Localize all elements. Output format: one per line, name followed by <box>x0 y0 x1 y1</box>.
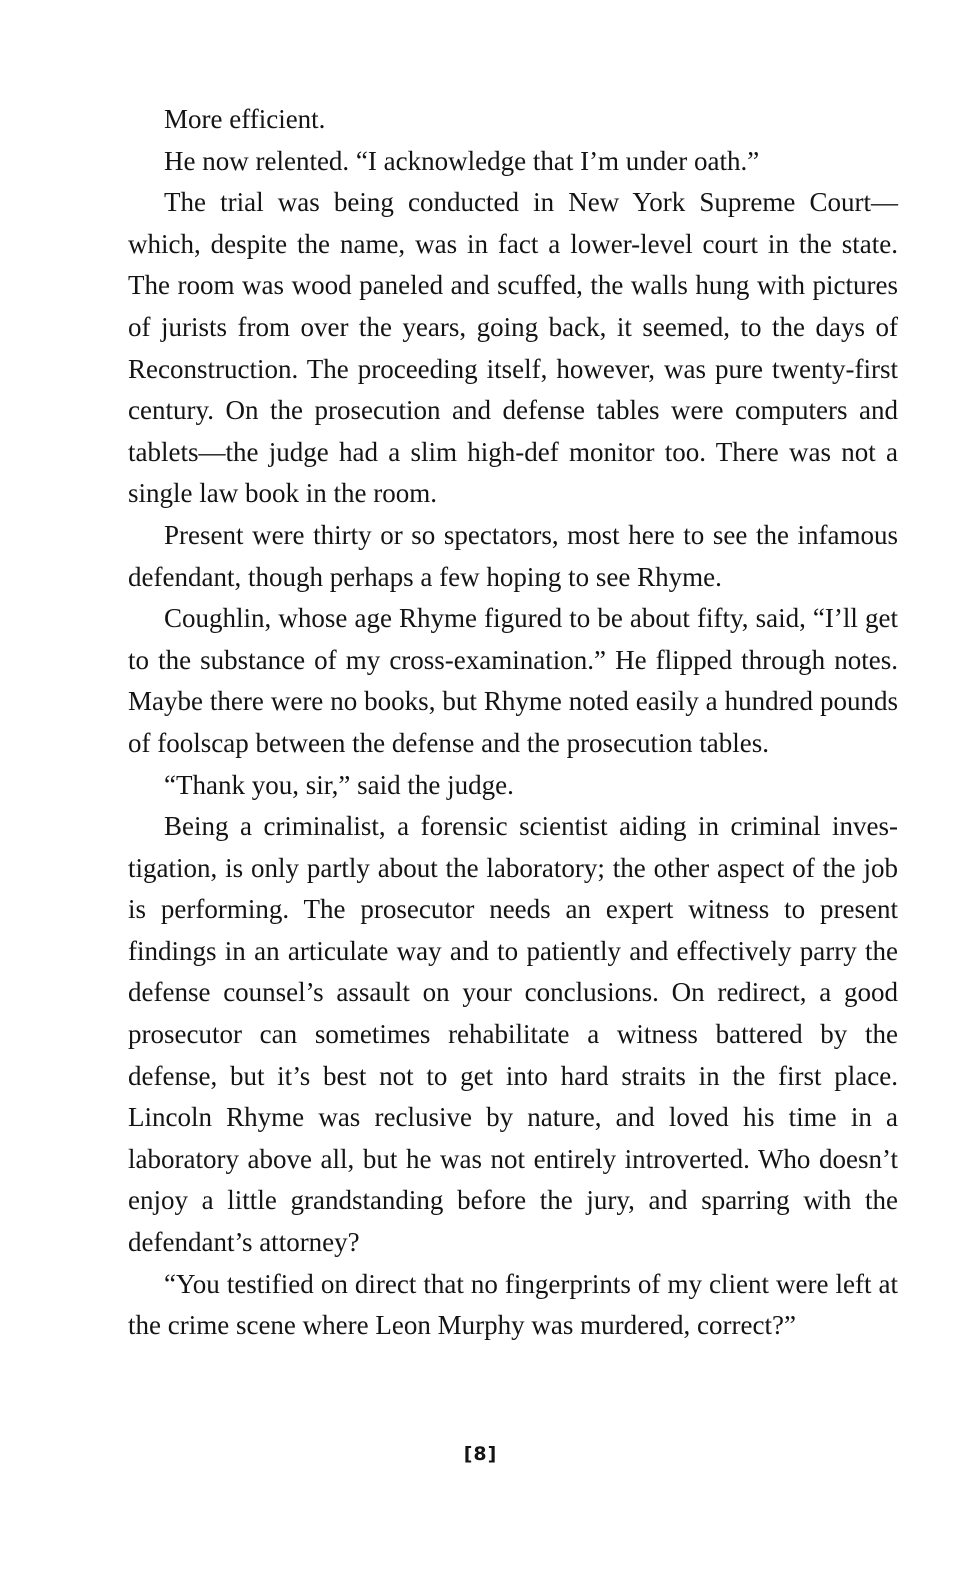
body-text <box>128 99 898 1347</box>
paragraph: Being a criminalist, a forensic scientist aiding in criminal investigation, is only partly about the laboratory; the other aspect of the job is performing. The prosecutor needs an expert witness to present findings in an articulate way and to patiently and effectively parry the defense counsel’s assault on your conclusions. On redirect, a good prosecutor can sometimes rehabilitate a witness battered by the defense, but it’s best not to get into hard straits in the first place. Lincoln Rhyme was reclusive by nature, and loved his time in a laboratory above all, but he was not entirely introverted. Who doesn’t enjoy a little grandstanding before the jury, and sparring with the defendant’s attorney? <box>128 811 898 1258</box>
paragraph: More efficient. <box>164 104 326 134</box>
paragraph: The trial was being conducted in New York Supreme Court—which, despite the name, was in fact a lower-level court in the state. The room was wood paneled and scuffed, the walls hung with pictures of jurists from over the years, going back, it seemed, to the days of Reconstruction. The proceeding itself, however, was pure twenty-first century. On the prosecution and defense tables were computers and tablets—the judge had a slim high-def monitor too. There was not a single law book in the room. <box>128 187 898 509</box>
paragraph: Coughlin, whose age Rhyme figured to be about fifty, said, “I’ll get to the substance of my cross-examination.” He flipped through notes. Maybe there were no books, but Rhyme noted easily a hundred pounds of foolscap between the defense and the prosecution tables. <box>128 603 898 758</box>
paragraph: Present were thirty or so spectators, most here to see the infamous defendant, though perhaps a few hoping to see Rhyme. <box>128 519 898 592</box>
paragraph: “You testified on direct that no fingerprints of my client were left at the crime scene where Leon Murphy was murdered, correct?” <box>128 1268 898 1341</box>
page-number: [8] <box>463 1443 498 1465</box>
paragraph: “Thank you, sir,” said the judge. <box>164 769 514 800</box>
paragraph: He now relented. “I acknowledge that I’m under oath.” <box>164 145 760 176</box>
